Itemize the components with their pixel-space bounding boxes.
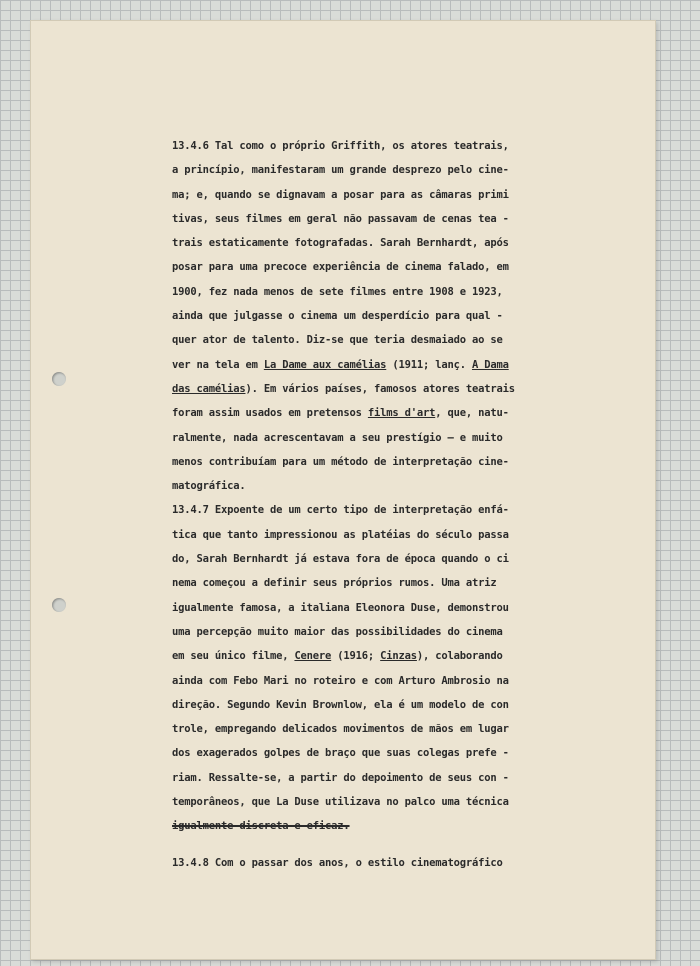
page-text [172, 134, 592, 875]
text-line: tica que tanto impressionou as platéias do século passa [172, 528, 509, 541]
text-segment: (1911; lanç. [386, 358, 472, 371]
text-line: temporâneos, que La Duse utilizava no palco uma técnica [172, 796, 509, 809]
underlined-title: Cinzas [380, 650, 417, 663]
text-segment: ver na tela em [172, 358, 264, 371]
text-line: quer ator de talento. Diz-se que teria desmaiado ao se [172, 334, 503, 347]
text-line: menos contribuíam para um método de interpretação cine- [172, 455, 509, 468]
text-line: do, Sarah Bernhardt já estava fora de época quando o ci [172, 553, 509, 566]
text-line: matográfica. [172, 480, 246, 493]
text-line [172, 353, 592, 377]
spacer [172, 839, 592, 851]
text-line: posar para uma precoce experiência de cinema falado, em [172, 261, 509, 274]
text-line [172, 644, 592, 668]
text-line: ma; e, quando se dignavam a posar para as câmaras primi [172, 188, 509, 201]
underlined-title: A Dama [471, 358, 509, 371]
text-line: 13.4.6 Tal como o próprio Griffith, os atores teatrais, [172, 140, 509, 152]
text-line: nema começou a definir seus próprios rumos. Uma atriz [172, 577, 497, 590]
text-line: trais estaticamente fotografadas. Sarah Bernhardt, após [172, 237, 509, 250]
text-line: dos exagerados golpes de braço que suas colegas prefe - [172, 747, 509, 760]
text-line: ralmente, nada acrescentavam a seu prestígio — e muito [172, 431, 503, 444]
text-line: riam. Ressalte-se, a partir do depoimento de seus con - [172, 771, 509, 784]
text-line: tivas, seus filmes em geral não passavam de cenas tea - [172, 212, 509, 225]
text-segment: ). Em vários países, famosos atores teatrais [245, 382, 515, 395]
text-line: a princípio, manifestaram um grande desprezo pelo cine- [172, 164, 509, 177]
text-segment: em seu único filme, [172, 650, 295, 663]
text-segment: foram assim usados em pretensos [172, 407, 368, 420]
section-start-line: 13.4.8 Com o passar dos anos, o estilo cinematográfico [172, 856, 503, 869]
punch-hole [52, 372, 66, 386]
text-line: trole, empregando delicados movimentos de mãos em lugar [172, 723, 509, 736]
text-line: igualmente discreta e eficaz. [172, 820, 350, 833]
text-line: uma percepção muito maior das possibilidades do cinema [172, 625, 503, 638]
underlined-title: films d'art [367, 407, 436, 420]
underlined-title: Cenere [294, 650, 332, 663]
text-line [172, 401, 592, 425]
underlined-title: La Dame aux camélias [263, 358, 387, 371]
text-line: 13.4.7 Expoente de um certo tipo de interpretação enfá- [172, 504, 509, 517]
text-line: ainda que julgasse o cinema um desperdício para qual - [172, 310, 503, 323]
punch-hole [52, 598, 66, 612]
text-line: direção. Segundo Kevin Brownlow, ela é um modelo de con [172, 698, 509, 711]
text-segment: (1916; [331, 650, 381, 663]
text-line: 1900, fez nada menos de sete filmes entre 1908 e 1923, [172, 285, 503, 298]
text-line [172, 377, 592, 401]
text-segment: , que, natu- [435, 407, 509, 420]
text-segment: ), colaborando [416, 650, 503, 663]
text-line: ainda com Febo Mari no roteiro e com Arturo Ambrosio na [172, 674, 509, 687]
underlined-title: das camélias [172, 382, 246, 395]
text-line: igualmente famosa, a italiana Eleonora Duse, demonstrou [172, 601, 509, 614]
